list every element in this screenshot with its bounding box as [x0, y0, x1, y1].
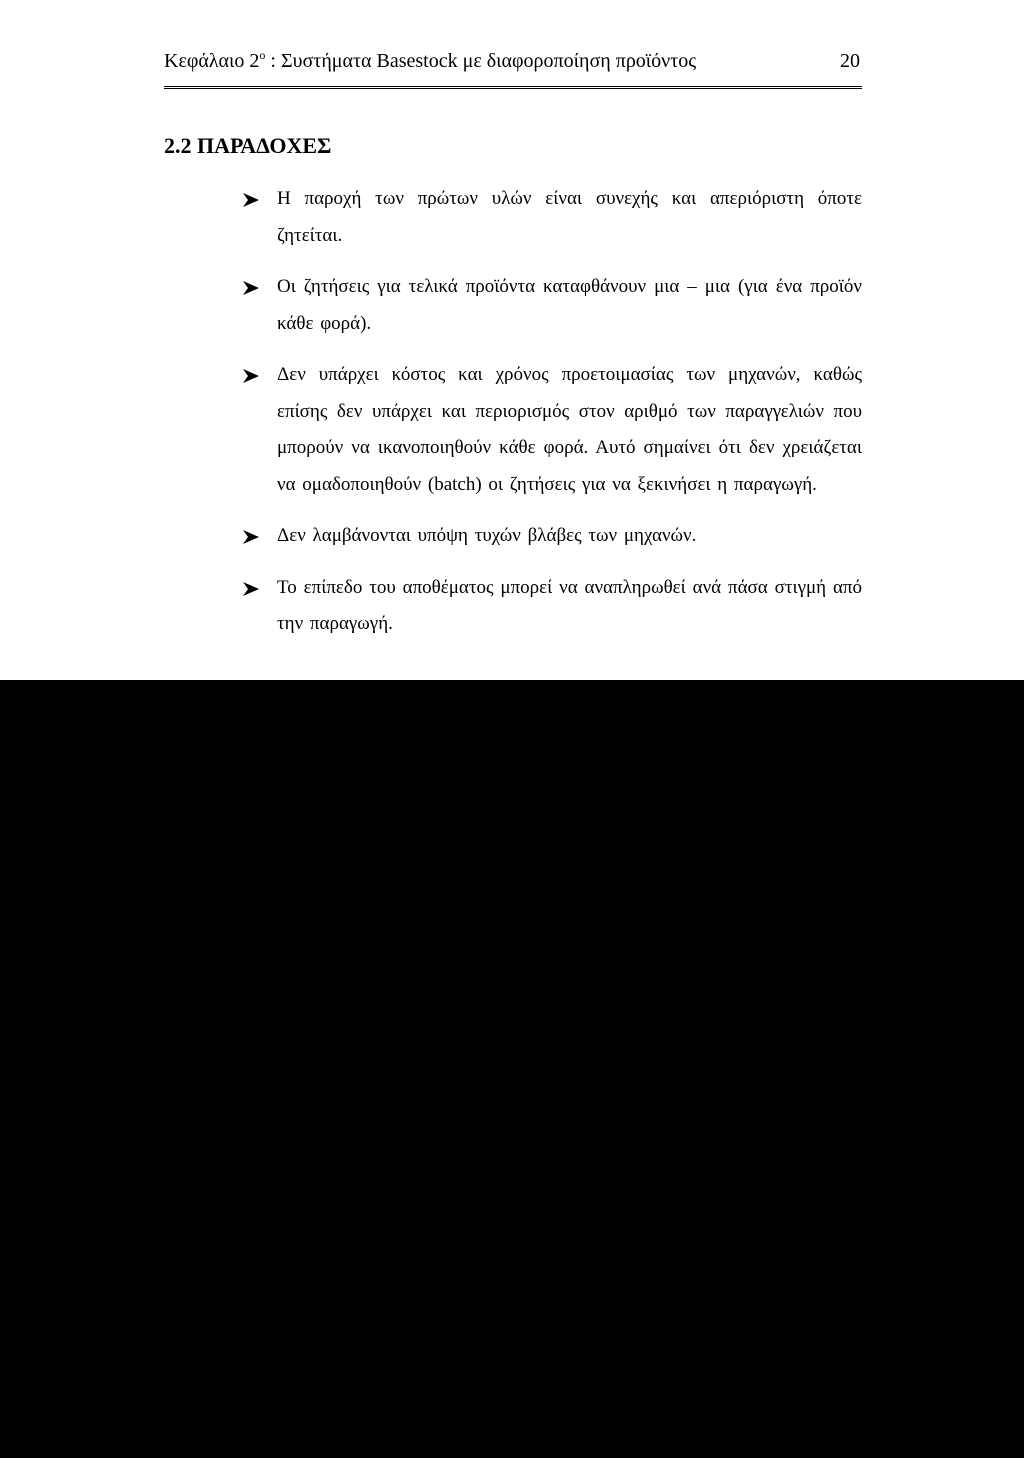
- chapter-title: [164, 46, 696, 76]
- list-item-text: Δεν λαμβάνονται υπόψη τυχών βλάβες των μηχανών.: [277, 525, 697, 546]
- section-heading: 2.2 ΠΑΡΑΔΟΧΕΣ: [164, 133, 332, 158]
- list-item: [164, 269, 862, 342]
- chapter-superscript: ο: [259, 48, 266, 62]
- assumptions-list: [164, 181, 862, 658]
- arrowhead-bullet-icon: [242, 185, 261, 215]
- arrowhead-bullet-icon: [242, 574, 261, 604]
- list-item-text: Η παροχή των πρώτων υλών είναι συνεχής και απεριόριστη όποτε ζητείται.: [277, 188, 862, 246]
- list-item: [164, 518, 862, 555]
- list-item: [164, 357, 862, 503]
- chapter-suffix: : Συστήματα Basestock με διαφοροποίηση προϊόντος: [265, 50, 697, 72]
- header-divider: [164, 86, 862, 89]
- arrowhead-bullet-icon: [242, 273, 261, 303]
- list-item-text: Δεν υπάρχει κόστος και χρόνος προετοιμασίας των μηχανών, καθώς επίσης δεν υπάρχει και περιορισμός στον αριθμό των παραγγελιών που μπορούν να ικανοποιηθούν κάθε φορά. Αυτό σημαίνει ότι δεν χρειάζεται να ομαδοποιηθούν (batch) οι ζητήσεις για να ξεκινήσει η παραγωγή.: [277, 364, 862, 495]
- list-item: [164, 181, 862, 254]
- arrowhead-bullet-icon: [242, 361, 261, 391]
- list-item-text: Οι ζητήσεις για τελικά προϊόντα καταφθάνουν μια – μια (για ένα προϊόν κάθε φορά).: [277, 276, 862, 334]
- running-header: [164, 46, 862, 76]
- list-item-text: Το επίπεδο του αποθέματος μπορεί να αναπληρωθεί ανά πάσα στιγμή από την παραγωγή.: [277, 576, 862, 634]
- list-item: [164, 570, 862, 643]
- chapter-prefix: Κεφάλαιο 2: [164, 50, 260, 72]
- page-number: 20: [840, 50, 860, 72]
- arrowhead-bullet-icon: [242, 522, 261, 552]
- document-page: [0, 0, 1024, 680]
